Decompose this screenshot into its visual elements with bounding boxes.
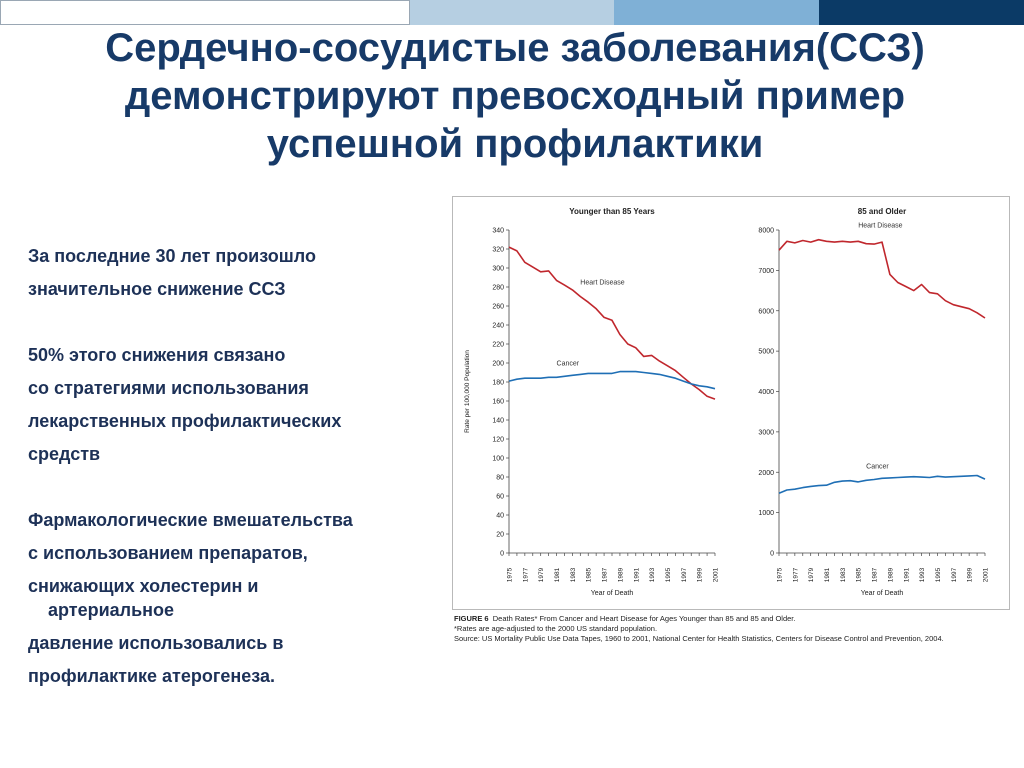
slide-title-line-2: демонстрируют превосходный пример [124, 74, 906, 118]
body-line: Фармакологические вмешательства [28, 510, 353, 530]
body-line: давление использовались в [28, 633, 284, 653]
series-label: Heart Disease [580, 279, 625, 287]
series-line-heart-disease [509, 247, 715, 399]
x-tick-label: 1981 [554, 567, 562, 583]
x-tick-label: 1999 [966, 567, 974, 583]
header-strip-dark-blue [819, 0, 1024, 25]
series-line-heart-disease [779, 240, 985, 318]
y-tick-label: 80 [496, 474, 504, 482]
x-tick-label: 2001 [712, 567, 720, 583]
x-axis-label: Year of Death [860, 590, 904, 597]
x-tick-label: 1989 [887, 567, 895, 583]
body-line: За последние 30 лет произошло [28, 246, 316, 266]
y-tick-label: 2000 [758, 469, 774, 477]
x-tick-label: 1977 [792, 567, 800, 583]
x-tick-label: 1995 [664, 567, 672, 583]
x-tick-label: 1987 [601, 567, 609, 583]
charts-svg [453, 197, 1009, 609]
y-tick-label: 180 [492, 379, 504, 387]
x-tick-label: 1999 [696, 567, 704, 583]
y-tick-label: 140 [492, 417, 504, 425]
x-tick-label: 1993 [649, 567, 657, 583]
x-tick-label: 1997 [950, 567, 958, 583]
x-tick-label: 1979 [538, 567, 546, 583]
x-tick-label: 1995 [934, 567, 942, 583]
y-tick-label: 8000 [758, 227, 774, 235]
y-tick-label: 260 [492, 303, 504, 311]
y-tick-label: 4000 [758, 389, 774, 396]
y-tick-label: 220 [492, 341, 504, 349]
x-tick-label: 1983 [839, 567, 847, 583]
body-line: 50% этого снижения связано [28, 345, 286, 365]
x-tick-label: 2001 [982, 567, 990, 583]
y-tick-label: 100 [492, 455, 504, 463]
chart-title: Younger than 85 Years [569, 207, 655, 216]
body-line: со стратегиями использования [28, 378, 309, 398]
y-tick-label: 300 [492, 265, 504, 273]
chart-title: 85 and Older [857, 207, 907, 216]
slide-title [20, 24, 1010, 168]
body-line-indented: артериальное [48, 600, 175, 620]
x-tick-label: 1985 [855, 567, 863, 583]
body-line: значительное снижение ССЗ [28, 279, 286, 299]
y-tick-label: 7000 [758, 267, 774, 275]
x-tick-label: 1993 [919, 567, 927, 583]
header-strip-medium-blue [614, 0, 819, 25]
series-line-cancer [509, 372, 715, 389]
series-label: Cancer [556, 360, 580, 368]
x-tick-label: 1983 [569, 567, 577, 583]
x-tick-label: 1991 [903, 567, 911, 583]
y-tick-label: 60 [496, 493, 504, 501]
x-tick-label: 1985 [585, 567, 593, 583]
y-tick-label: 200 [492, 360, 504, 368]
x-tick-label: 1991 [633, 567, 641, 583]
y-tick-label: 280 [492, 284, 504, 292]
y-tick-label: 160 [492, 398, 504, 406]
x-tick-label: 1997 [680, 567, 688, 583]
caption-label: FIGURE 6 [454, 614, 489, 623]
series-label: Heart Disease [858, 222, 903, 230]
body-line: с использованием препаратов, [28, 543, 308, 563]
series-line-cancer [779, 476, 985, 494]
y-tick-label: 3000 [758, 429, 774, 437]
slide-title-line-1: Сердечно-сосудистые заболевания(ССЗ) [105, 26, 925, 70]
x-tick-label: 1977 [522, 567, 530, 583]
x-tick-label: 1989 [617, 567, 625, 583]
y-tick-label: 6000 [758, 308, 774, 316]
caption-line-3: Source: US Mortality Public Use Data Tapes, 1960 to 2001, National Center for Health Statistics, Centers for Disease Control and Prevention, 2004. [454, 634, 944, 643]
body-line: профилактике атерогенеза. [28, 666, 275, 686]
x-tick-label: 1979 [808, 567, 816, 583]
y-tick-label: 0 [770, 550, 774, 558]
slide-title-line-3: успешной профилактики [266, 122, 764, 166]
body-line: лекарственных профилактических [28, 411, 342, 431]
y-tick-label: 240 [492, 322, 504, 330]
slide-body-text [28, 240, 458, 693]
series-label: Cancer [866, 463, 889, 471]
y-tick-label: 5000 [758, 348, 774, 356]
y-tick-label: 320 [492, 246, 504, 254]
y-tick-label: 340 [492, 227, 504, 235]
y-tick-label: 1000 [758, 510, 774, 518]
body-line: снижающих холестерин и [28, 576, 259, 596]
header-strip-white [0, 0, 410, 25]
y-tick-label: 120 [492, 436, 504, 444]
y-axis-label: Rate per 100,000 Population [464, 350, 471, 433]
x-tick-label: 1981 [824, 567, 832, 583]
header-strip-light-blue [410, 0, 614, 25]
x-tick-label: 1987 [871, 567, 879, 583]
figure-caption [454, 614, 1014, 644]
body-line: средств [28, 444, 101, 464]
caption-line-2: *Rates are age-adjusted to the 2000 US standard population. [454, 624, 658, 633]
y-tick-label: 20 [496, 531, 504, 539]
y-tick-label: 0 [500, 550, 504, 558]
x-axis-label: Year of Death [590, 590, 634, 597]
caption-line-1: Death Rates* From Cancer and Heart Disease for Ages Younger than 85 and 85 and Older. [492, 614, 796, 623]
x-tick-label: 1975 [506, 567, 514, 583]
y-tick-label: 40 [496, 512, 504, 520]
x-tick-label: 1975 [776, 567, 784, 583]
chart-figure [452, 196, 1010, 610]
